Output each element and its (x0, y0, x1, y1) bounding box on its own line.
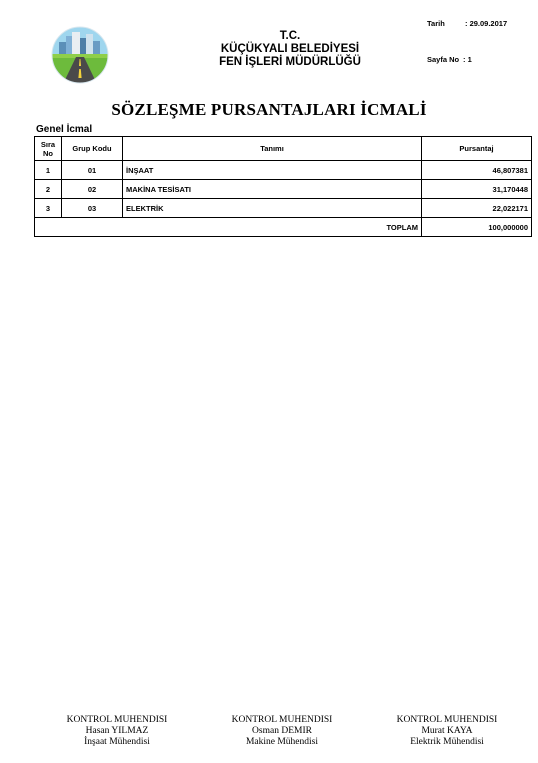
page-title: SÖZLEŞME PURSANTAJLARI İCMALİ (111, 100, 427, 119)
municipality-logo (51, 26, 109, 84)
total-label: TOPLAM (35, 218, 422, 237)
signature-title: Elektrik Mühendisi (410, 737, 484, 747)
col-tanim-header: Tanımı (123, 137, 422, 161)
page-value: : 1 (463, 55, 472, 64)
page-label: Sayfa No (427, 55, 460, 64)
sira-header-line1: Sıra (40, 139, 56, 149)
table-row (35, 199, 532, 218)
cell-tanim: ELEKTRİK (123, 199, 422, 218)
sira-header-line2: No (43, 148, 53, 158)
cell-grup: 02 (62, 180, 123, 199)
cell-sira: 3 (35, 199, 62, 218)
table-row (35, 180, 532, 199)
cell-sira: 1 (35, 161, 62, 180)
col-grup-header: Grup Kodu (62, 137, 123, 161)
table-header-row (35, 137, 532, 161)
date-label: Tarih (427, 19, 445, 28)
signature-role: KONTROL MUHENDISI (231, 715, 333, 725)
table-row (35, 161, 532, 180)
header-department: FEN İŞLERİ MÜDÜRLÜĞÜ (219, 56, 361, 68)
total-value: 100,000000 (422, 218, 532, 237)
signature-title: Makine Mühendisi (245, 737, 319, 747)
date-value: : 29.09.2017 (465, 19, 508, 28)
summary-table (34, 136, 532, 237)
signature-title: İnşaat Mühendisi (84, 737, 150, 747)
cell-tanim: MAKİNA TESİSATI (123, 180, 422, 199)
cell-sira: 2 (35, 180, 62, 199)
cell-grup: 03 (62, 199, 123, 218)
signature-role: KONTROL MUHENDISI (396, 715, 498, 725)
header-line-1: T.C. (279, 30, 301, 42)
signature-block-1 (42, 715, 192, 748)
signature-block-3 (372, 715, 522, 748)
cell-pursantaj: 31,170448 (422, 180, 532, 199)
signature-role: KONTROL MUHENDISI (66, 715, 168, 725)
col-pursantaj-header: Pursantaj (422, 137, 532, 161)
header-municipality: KÜÇÜKYALI BELEDİYESİ (220, 43, 360, 55)
signature-block-2 (207, 715, 357, 748)
cell-pursantaj: 22,022171 (422, 199, 532, 218)
cell-tanim: İNŞAAT (123, 161, 422, 180)
signature-name: Murat KAYA (421, 726, 473, 736)
total-row (35, 218, 532, 237)
cell-pursantaj: 46,807381 (422, 161, 532, 180)
col-sira-header (35, 137, 62, 161)
section-label: Genel İcmal (36, 124, 93, 135)
signature-name: Osman DEMIR (252, 726, 312, 736)
cell-grup: 01 (62, 161, 123, 180)
signature-name: Hasan YILMAZ (85, 726, 149, 736)
